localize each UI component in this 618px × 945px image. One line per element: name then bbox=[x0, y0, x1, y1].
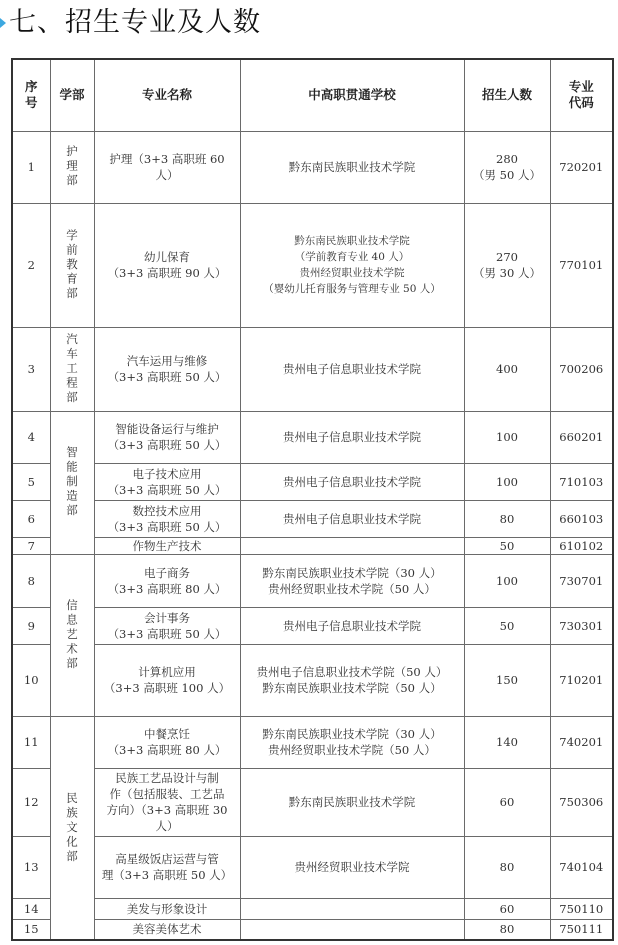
heading-marker-icon bbox=[0, 18, 6, 28]
cell-line: 270 bbox=[496, 250, 518, 264]
table-row bbox=[12, 919, 613, 940]
cell-count bbox=[464, 716, 550, 768]
table-row bbox=[12, 131, 613, 203]
cell-line: （3+3 高职班 50 人） bbox=[107, 482, 227, 497]
cell-count bbox=[464, 463, 550, 500]
cell-line: 贵州经贸职业技术学院 bbox=[299, 267, 405, 279]
cell-code: 700206 bbox=[550, 327, 613, 411]
cell-line: （婴幼儿托育服务与管理专业 50 人） bbox=[263, 283, 441, 295]
cell-line: 黔东南民族职业技术学院（30 人） bbox=[262, 565, 442, 580]
cell-major bbox=[94, 898, 240, 919]
table-row bbox=[12, 500, 613, 537]
cell-line: 会计事务 bbox=[144, 610, 190, 625]
cell-count bbox=[464, 607, 550, 644]
cell-major bbox=[94, 463, 240, 500]
header-code: 专业代码 bbox=[550, 59, 613, 131]
cell-line: （3+3 高职班 50 人） bbox=[107, 370, 227, 384]
table-row bbox=[12, 716, 613, 768]
cell-line: 80 bbox=[499, 511, 515, 526]
cell-seq: 13 bbox=[12, 836, 50, 898]
cell-line: 黔东南民族职业技术学院 bbox=[288, 795, 416, 809]
section-heading bbox=[0, 2, 618, 44]
cell-line: 280 bbox=[496, 152, 518, 166]
cell-code: 710103 bbox=[550, 463, 613, 500]
cell-code: 720201 bbox=[550, 131, 613, 203]
cell-seq: 12 bbox=[12, 768, 50, 836]
cell-count bbox=[464, 131, 550, 203]
cell-line: 汽车运用与维修 bbox=[126, 354, 208, 368]
cell-line: 黔东南民族职业技术学院 bbox=[288, 160, 416, 174]
cell-line: 黔东南民族职业技术学院（50 人） bbox=[262, 681, 442, 695]
cell-seq: 3 bbox=[12, 327, 50, 411]
cell-line: 100 bbox=[496, 430, 518, 444]
cell-major bbox=[94, 768, 240, 836]
cell-seq: 2 bbox=[12, 203, 50, 327]
cell-seq: 14 bbox=[12, 898, 50, 919]
cell-code: 660201 bbox=[550, 411, 613, 463]
cell-line: 贵州经贸职业技术学院 bbox=[294, 860, 410, 874]
table-row bbox=[12, 203, 613, 327]
cell-line: （3+3 高职班 90 人） bbox=[107, 266, 227, 280]
cell-major bbox=[94, 836, 240, 898]
cell-major bbox=[94, 554, 240, 607]
cell-line: 美发与形象设计 bbox=[126, 901, 208, 916]
cell-count bbox=[464, 554, 550, 607]
cell-line: 方向）（3+3 高职班 30 bbox=[106, 803, 228, 817]
cell-line: 400 bbox=[496, 362, 518, 376]
cell-school bbox=[240, 716, 464, 768]
cell-count bbox=[464, 644, 550, 716]
cell-line: 作物生产技术 bbox=[132, 538, 202, 553]
cell-line: 80 bbox=[499, 922, 515, 937]
cell-line: （3+3 高职班 80 人） bbox=[107, 581, 227, 596]
dept-label: 智能制造部 bbox=[65, 446, 79, 519]
cell-line: 作（包括服装、工艺品 bbox=[109, 787, 225, 801]
table-row bbox=[12, 768, 613, 836]
dept-label: 信息艺术部 bbox=[65, 598, 79, 672]
cell-school bbox=[240, 768, 464, 836]
header-dept: 学部 bbox=[50, 59, 94, 131]
cell-code: 740201 bbox=[550, 716, 613, 768]
cell-line: 人） bbox=[155, 819, 179, 833]
cell-seq: 8 bbox=[12, 554, 50, 607]
cell-line: （3+3 高职班 50 人） bbox=[107, 626, 227, 641]
cell-dept-preschool bbox=[50, 203, 94, 327]
cell-seq: 11 bbox=[12, 716, 50, 768]
cell-major bbox=[94, 607, 240, 644]
dept-label: 学前教育部 bbox=[65, 228, 79, 302]
cell-major bbox=[94, 716, 240, 768]
cell-line: 美容美体艺术 bbox=[132, 922, 202, 937]
cell-code: 740104 bbox=[550, 836, 613, 898]
cell-seq: 15 bbox=[12, 919, 50, 940]
cell-line: 理（3+3 高职班 50 人） bbox=[101, 868, 233, 882]
cell-count bbox=[464, 898, 550, 919]
cell-major bbox=[94, 537, 240, 554]
cell-seq: 5 bbox=[12, 463, 50, 500]
dept-label: 民族文化部 bbox=[65, 791, 79, 864]
cell-dept-nursing bbox=[50, 131, 94, 203]
cell-school bbox=[240, 131, 464, 203]
table-row bbox=[12, 644, 613, 716]
cell-seq: 1 bbox=[12, 131, 50, 203]
cell-line: （3+3 高职班 100 人） bbox=[103, 681, 231, 695]
table-row bbox=[12, 607, 613, 644]
cell-line: 140 bbox=[496, 735, 518, 749]
cell-count bbox=[464, 836, 550, 898]
cell-major bbox=[94, 500, 240, 537]
cell-school bbox=[240, 203, 464, 327]
cell-dept-auto bbox=[50, 327, 94, 411]
cell-line: 电子技术应用 bbox=[132, 466, 202, 481]
cell-school bbox=[240, 919, 464, 940]
cell-code: 750111 bbox=[550, 919, 613, 940]
cell-seq: 10 bbox=[12, 644, 50, 716]
cell-line: 100 bbox=[496, 474, 518, 489]
cell-school bbox=[240, 463, 464, 500]
cell-major bbox=[94, 131, 240, 203]
cell-code: 750110 bbox=[550, 898, 613, 919]
header-seq: 序号 bbox=[12, 59, 50, 131]
table-row bbox=[12, 327, 613, 411]
cell-line: 民族工艺品设计与制 bbox=[115, 771, 219, 785]
cell-seq: 7 bbox=[12, 537, 50, 554]
heading-text: 七、招生专业及人数 bbox=[9, 7, 261, 38]
table-row bbox=[12, 836, 613, 898]
cell-school bbox=[240, 411, 464, 463]
cell-line: 中餐烹饪 bbox=[144, 727, 190, 741]
cell-count bbox=[464, 203, 550, 327]
cell-line: 150 bbox=[496, 673, 518, 687]
cell-line: 计算机应用 bbox=[138, 665, 196, 679]
cell-line: 贵州电子信息职业技术学院 bbox=[283, 430, 421, 444]
dept-label: 护理部 bbox=[65, 145, 79, 189]
cell-line: 贵州电子信息职业技术学院 bbox=[283, 511, 421, 526]
cell-school bbox=[240, 537, 464, 554]
header-major: 专业名称 bbox=[94, 59, 240, 131]
cell-code: 660103 bbox=[550, 500, 613, 537]
cell-count bbox=[464, 919, 550, 940]
enrollment-table bbox=[11, 58, 614, 941]
header-count: 招生人数 bbox=[464, 59, 550, 131]
cell-line: （3+3 高职班 50 人） bbox=[107, 438, 227, 452]
cell-line: 50 bbox=[499, 618, 515, 633]
table-row bbox=[12, 463, 613, 500]
cell-line: 贵州电子信息职业技术学院 bbox=[283, 474, 421, 489]
cell-line: 60 bbox=[499, 901, 515, 916]
cell-line: 智能设备运行与维护 bbox=[115, 422, 219, 436]
cell-major bbox=[94, 327, 240, 411]
header-school: 中高职贯通学校 bbox=[240, 59, 464, 131]
cell-line: 人） bbox=[155, 168, 179, 182]
cell-line: 贵州经贸职业技术学院（50 人） bbox=[268, 581, 436, 596]
cell-major bbox=[94, 644, 240, 716]
cell-line: 幼儿保育 bbox=[144, 250, 190, 264]
cell-school bbox=[240, 836, 464, 898]
cell-line: 护理（3+3 高职班 60 bbox=[109, 152, 225, 166]
cell-line: 贵州电子信息职业技术学院 bbox=[283, 362, 421, 376]
cell-major bbox=[94, 411, 240, 463]
table-header-row bbox=[12, 59, 613, 131]
cell-line: 黔东南民族职业技术学院（30 人） bbox=[262, 727, 442, 741]
cell-count bbox=[464, 327, 550, 411]
cell-line: 50 bbox=[499, 538, 515, 553]
cell-line: 黔东南民族职业技术学院 bbox=[294, 235, 410, 247]
cell-seq: 9 bbox=[12, 607, 50, 644]
cell-count bbox=[464, 537, 550, 554]
cell-seq: 6 bbox=[12, 500, 50, 537]
cell-count bbox=[464, 768, 550, 836]
table-row bbox=[12, 411, 613, 463]
cell-count bbox=[464, 500, 550, 537]
cell-line: （男 30 人） bbox=[473, 266, 541, 280]
cell-school bbox=[240, 327, 464, 411]
cell-line: 数控技术应用 bbox=[132, 503, 202, 518]
cell-seq: 4 bbox=[12, 411, 50, 463]
cell-line: 80 bbox=[499, 860, 515, 874]
cell-line: 100 bbox=[496, 573, 518, 588]
cell-line: 贵州电子信息职业技术学院 bbox=[283, 618, 421, 633]
cell-code: 770101 bbox=[550, 203, 613, 327]
cell-school bbox=[240, 554, 464, 607]
cell-line: （男 50 人） bbox=[473, 168, 541, 182]
cell-line: 电子商务 bbox=[144, 565, 190, 580]
cell-line: （3+3 高职班 80 人） bbox=[107, 743, 227, 757]
cell-major bbox=[94, 203, 240, 327]
table-row bbox=[12, 554, 613, 607]
table-row bbox=[12, 537, 613, 554]
cell-school bbox=[240, 898, 464, 919]
cell-school bbox=[240, 607, 464, 644]
cell-line: 高星级饭店运营与管 bbox=[115, 852, 219, 866]
cell-school bbox=[240, 644, 464, 716]
cell-dept-ethnic bbox=[50, 716, 94, 940]
cell-major bbox=[94, 919, 240, 940]
cell-school bbox=[240, 500, 464, 537]
cell-count bbox=[464, 411, 550, 463]
cell-line: 贵州电子信息职业技术学院（50 人） bbox=[256, 665, 448, 679]
cell-line: （学前教育专业 40 人） bbox=[294, 251, 410, 263]
cell-dept-manufacturing bbox=[50, 411, 94, 554]
cell-code: 610102 bbox=[550, 537, 613, 554]
cell-code: 730301 bbox=[550, 607, 613, 644]
dept-label: 汽车工程部 bbox=[65, 332, 79, 406]
table-row bbox=[12, 898, 613, 919]
cell-code: 750306 bbox=[550, 768, 613, 836]
cell-dept-infoart bbox=[50, 554, 94, 716]
cell-line: 60 bbox=[499, 795, 515, 809]
cell-line: 贵州经贸职业技术学院（50 人） bbox=[268, 743, 436, 757]
cell-code: 710201 bbox=[550, 644, 613, 716]
cell-code: 730701 bbox=[550, 554, 613, 607]
cell-line: （3+3 高职班 50 人） bbox=[107, 519, 227, 534]
